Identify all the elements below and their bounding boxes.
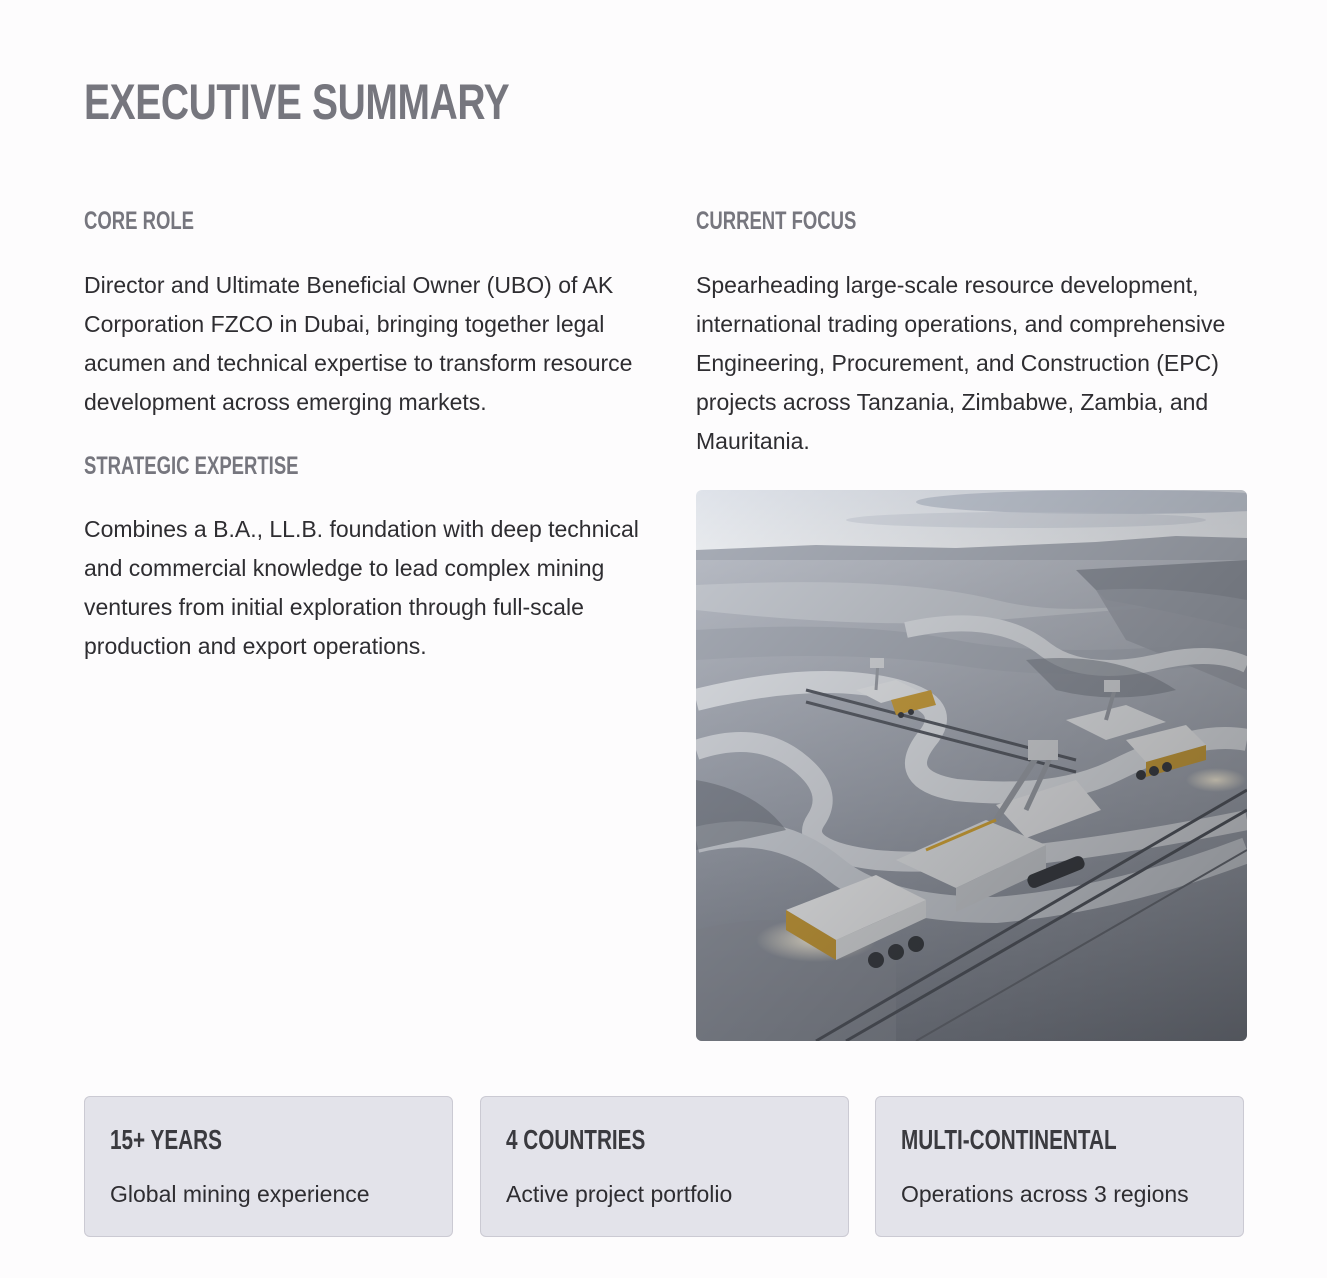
stat-value: 4 COUNTRIES (506, 1124, 646, 1155)
current-focus-text: Spearheading large-scale resource development, international trading operations, and comprehensive Engineering, Procurement, and Construction (EPC) projects across Tanzania, Zimbabwe, Zambia, and Mauritania. (696, 272, 1226, 454)
mining-site-photo (696, 490, 1247, 1041)
core-role-text: Director and Ultimate Beneficial Owner (UBO) of AK Corporation FZCO in Dubai, bringing together legal acumen and technical expertise to transform resource development across emerging markets. (84, 272, 633, 415)
stat-label: Global mining experience (110, 1181, 370, 1207)
core-role-heading: CORE ROLE (84, 207, 194, 235)
stat-card-continental (875, 1096, 1244, 1237)
current-focus-heading: CURRENT FOCUS (696, 207, 857, 235)
strategic-expertise-heading: STRATEGIC EXPERTISE (84, 452, 299, 480)
stat-label: Operations across 3 regions (901, 1181, 1189, 1207)
stat-label: Active project portfolio (506, 1181, 733, 1207)
stat-value: 15+ YEARS (110, 1124, 222, 1155)
strategic-expertise-text: Combines a B.A., LL.B. foundation with deep technical and commercial knowledge to lead complex mining ventures from initial exploration through full-scale production and export operations. (84, 516, 639, 659)
stat-value: MULTI-CONTINENTAL (901, 1124, 1117, 1155)
page-title: EXECUTIVE SUMMARY (84, 74, 510, 130)
stat-card-years (84, 1096, 453, 1237)
stat-card-countries (480, 1096, 849, 1237)
